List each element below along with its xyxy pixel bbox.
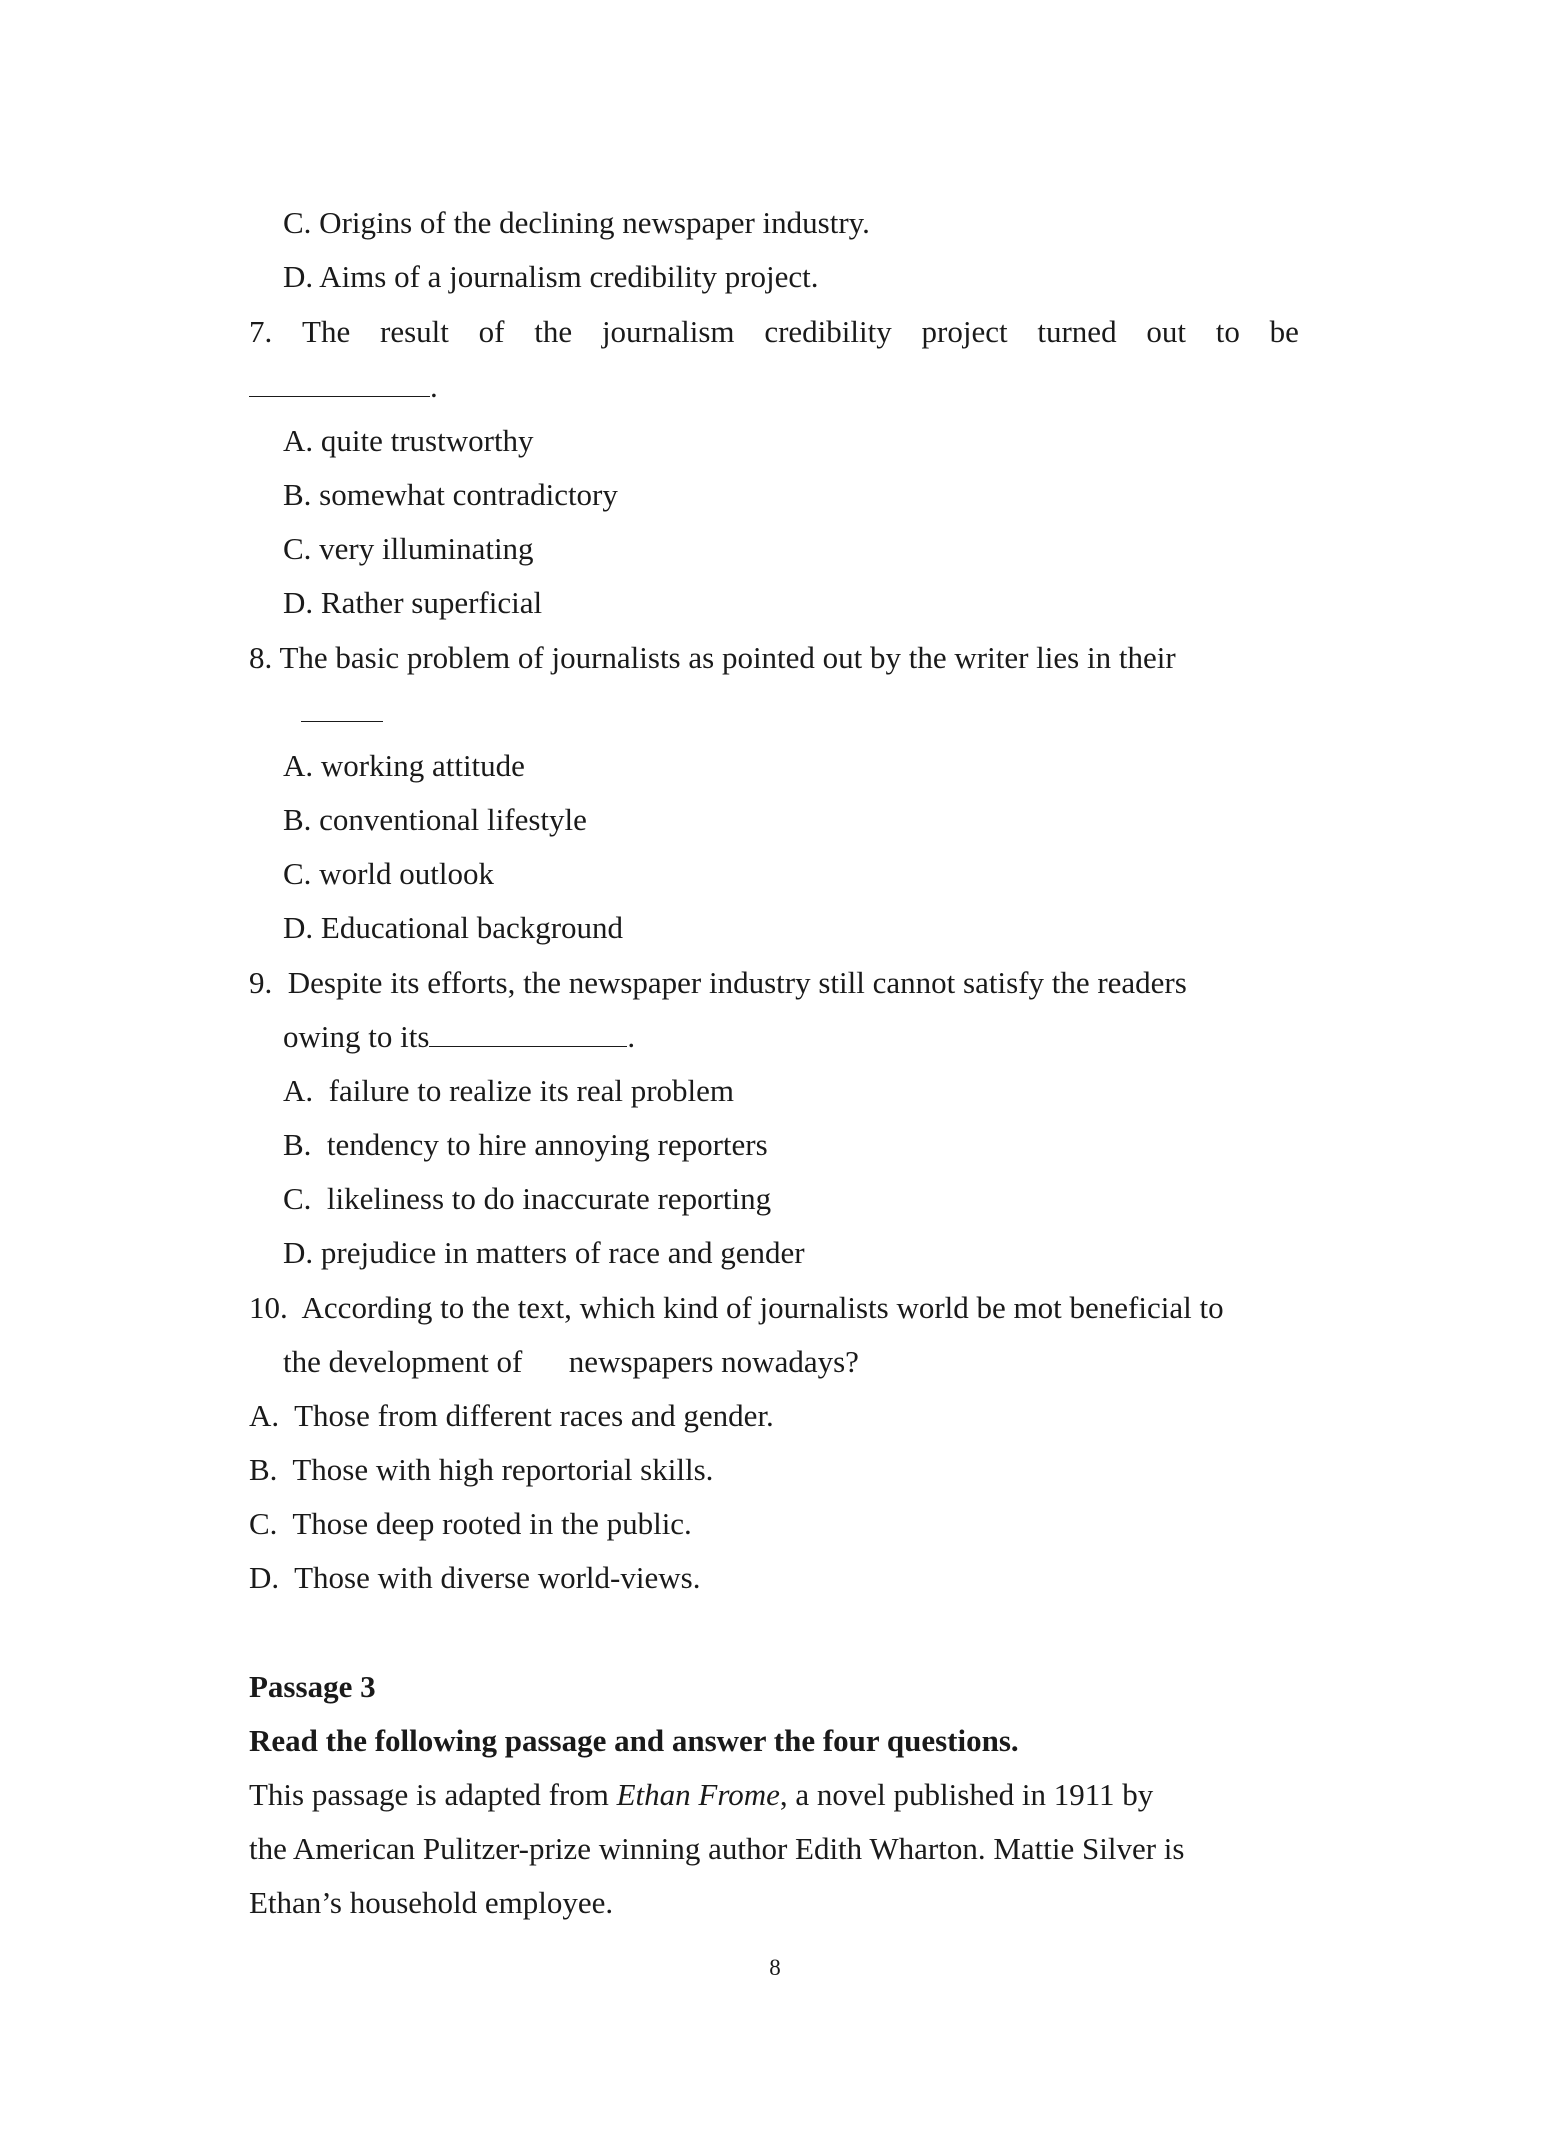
q10-option-d: D. Those with diverse world-views. bbox=[249, 1560, 701, 1595]
passage-intro-line3: Ethan’s household employee. bbox=[249, 1885, 614, 1920]
q8-answer-blank bbox=[301, 694, 383, 730]
passage-intro-line2: the American Pulitzer-prize winning author Edith Wharton. Mattie Silver is bbox=[249, 1831, 1185, 1866]
passage-intro-line1: This passage is adapted from Ethan Frome, a novel published in 1911 by bbox=[249, 1777, 1154, 1812]
q9-stem-line1: 9. Despite its efforts, the newspaper industry still cannot satisfy the readers bbox=[249, 965, 1187, 1000]
q6-option-c: C. Origins of the declining newspaper industry. bbox=[283, 205, 870, 240]
q6-option-d: D. Aims of a journalism credibility project. bbox=[283, 259, 819, 294]
passage-instruction: Read the following passage and answer the four questions. bbox=[249, 1723, 1019, 1758]
q9-option-b: B. tendency to hire annoying reporters bbox=[283, 1127, 768, 1162]
q8-option-d: D. Educational background bbox=[283, 910, 624, 945]
q9-option-d: D. prejudice in matters of race and gender bbox=[283, 1235, 805, 1270]
q9-option-c: C. likeliness to do inaccurate reporting bbox=[283, 1181, 772, 1216]
q8-option-b: B. conventional lifestyle bbox=[283, 802, 587, 837]
q8-option-c: C. world outlook bbox=[283, 856, 494, 891]
q8-option-a: A. working attitude bbox=[283, 748, 525, 783]
q10-option-c: C. Those deep rooted in the public. bbox=[249, 1506, 692, 1541]
novel-title: Ethan Frome bbox=[616, 1777, 780, 1812]
q7-option-c: C. very illuminating bbox=[283, 531, 534, 566]
q10-option-a: A. Those from different races and gender. bbox=[249, 1398, 774, 1433]
q7-option-b: B. somewhat contradictory bbox=[283, 477, 618, 512]
q8-stem: 8. The basic problem of journalists as pointed out by the writer lies in their bbox=[249, 640, 1176, 675]
q7-option-a: A. quite trustworthy bbox=[283, 423, 534, 458]
passage-heading: Passage 3 bbox=[249, 1669, 376, 1704]
q7-answer-blank: . bbox=[249, 369, 438, 405]
q10-stem-line2: the development of newspapers nowadays? bbox=[283, 1344, 859, 1379]
q7-option-d: D. Rather superficial bbox=[283, 585, 543, 620]
q9-stem-line2: owing to its . bbox=[283, 1019, 636, 1054]
q9-option-a: A. failure to realize its real problem bbox=[283, 1073, 735, 1108]
q10-option-b: B. Those with high reportorial skills. bbox=[249, 1452, 714, 1487]
q7-stem: 7. The result of the journalism credibility project turned out to be bbox=[249, 314, 1299, 349]
q10-stem-line1: 10. According to the text, which kind of journalists world be mot beneficial to bbox=[249, 1290, 1224, 1325]
page-number: 8 bbox=[769, 1955, 781, 1980]
